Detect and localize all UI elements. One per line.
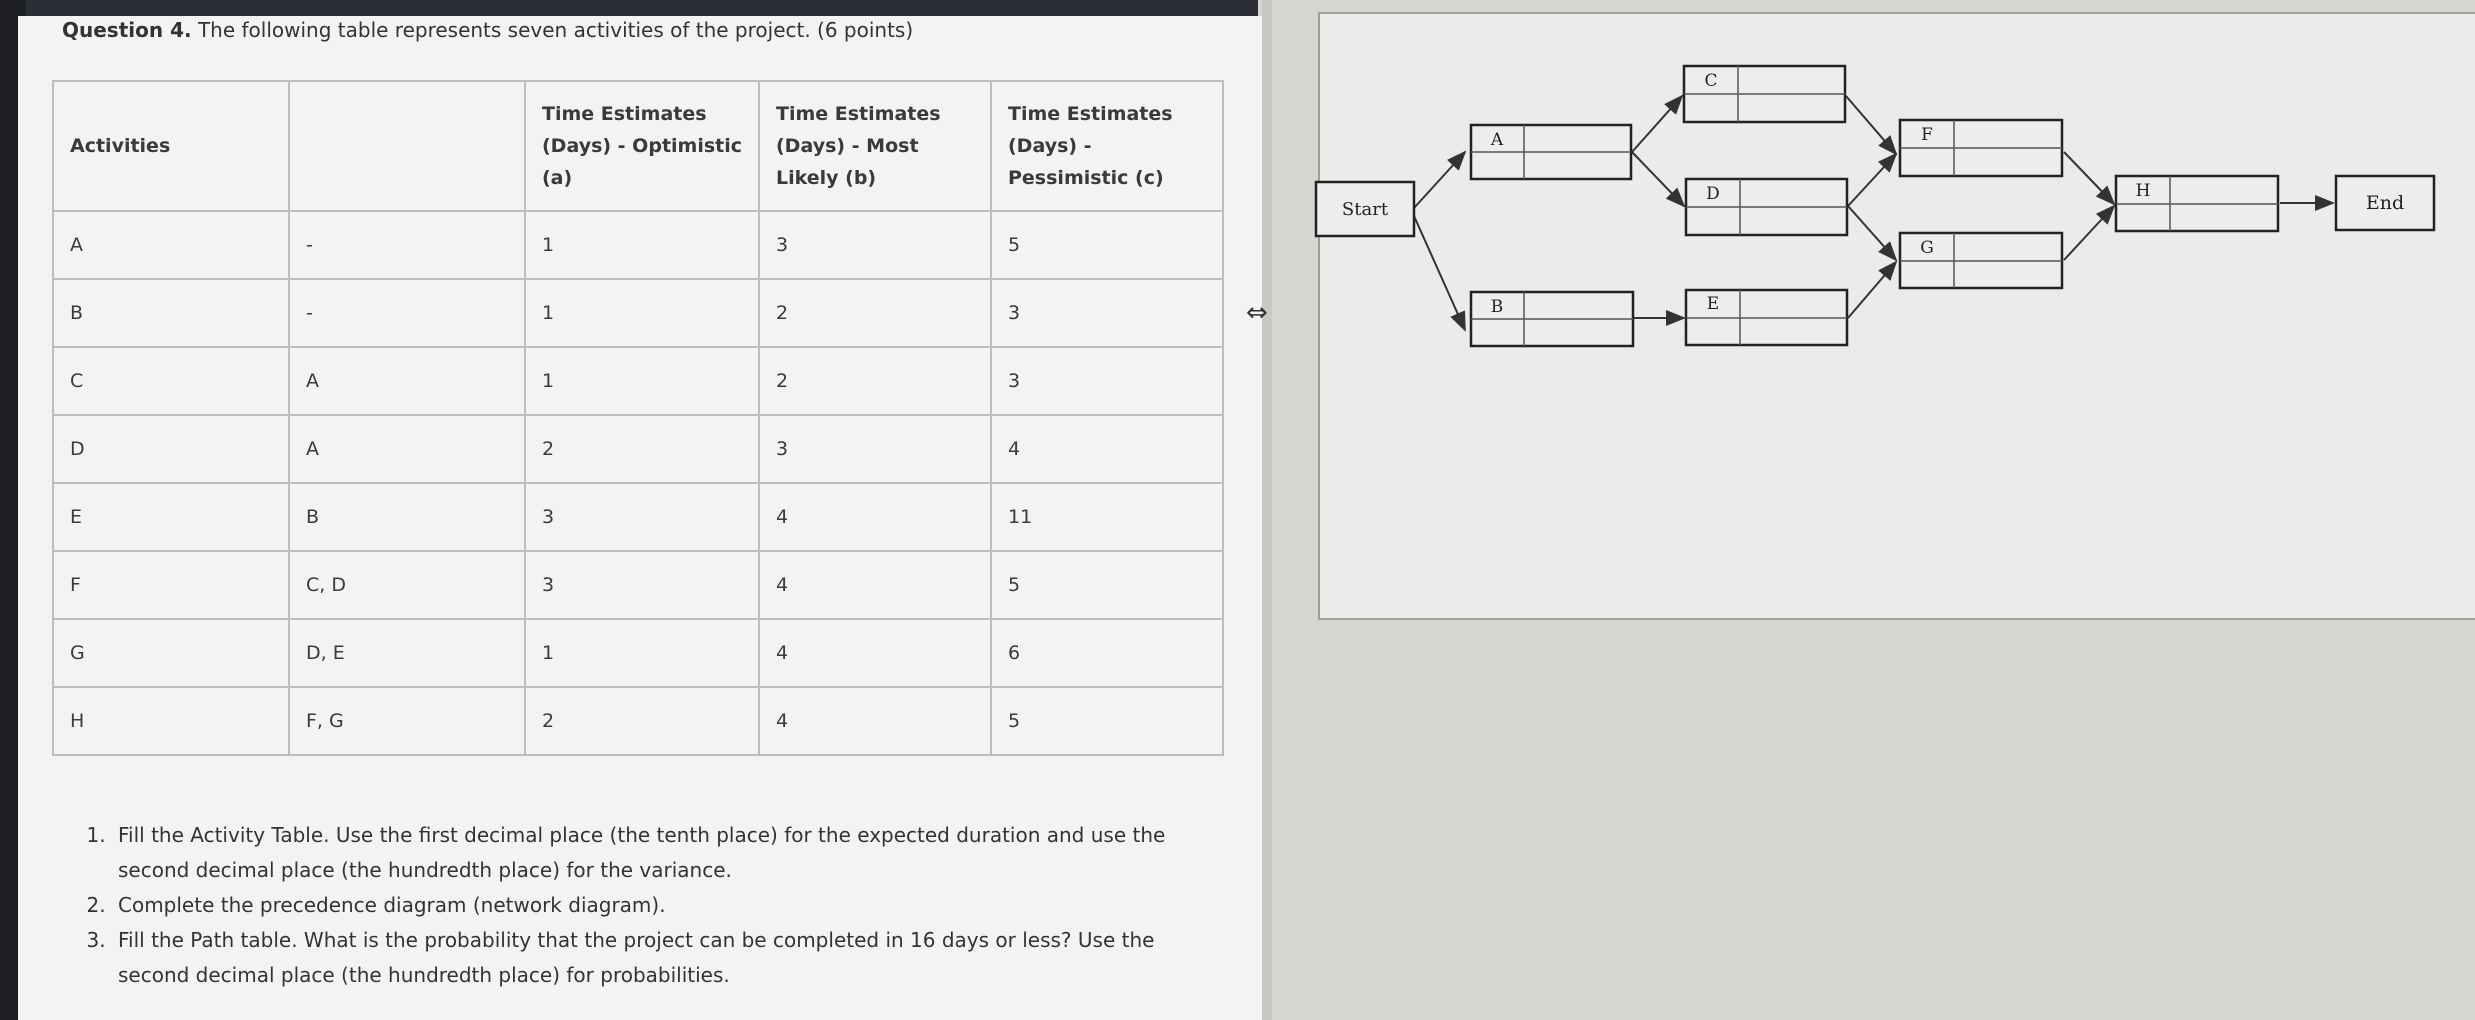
cell-activity: B [53, 279, 289, 347]
node-e [1686, 290, 1847, 345]
cell-pessimistic: 5 [991, 551, 1223, 619]
node-g-label: G [1920, 238, 1934, 258]
edge-d-f [1848, 154, 1896, 206]
cell-optimistic: 1 [525, 211, 759, 279]
list-item: 1. Fill the Activity Table. Use the first decimal place (the tenth place) for the expected duration and use the second decimal place (the hundredth place) for the variance. [112, 818, 1222, 888]
cell-predecessor: A [289, 347, 525, 415]
cell-most-likely: 3 [759, 211, 991, 279]
question-label: Question 4. [62, 18, 192, 42]
node-d [1686, 179, 1847, 235]
header-activities: Activities [53, 81, 289, 211]
cell-most-likely: 4 [759, 619, 991, 687]
cell-pessimistic: 3 [991, 347, 1223, 415]
node-e-label: E [1706, 294, 1720, 314]
node-b-label: B [1490, 297, 1504, 317]
edge-start-a [1414, 152, 1465, 208]
node-b [1471, 292, 1633, 346]
cell-most-likely: 2 [759, 347, 991, 415]
edge-a-d [1632, 152, 1684, 206]
cell-pessimistic: 3 [991, 279, 1223, 347]
cell-activity: G [53, 619, 289, 687]
cell-pessimistic: 5 [991, 211, 1223, 279]
node-f-label: F [1921, 125, 1933, 145]
edge-e-g [1848, 262, 1896, 318]
end-node-label: End [2365, 192, 2405, 214]
edge-d-g [1848, 206, 1896, 260]
node-a [1471, 125, 1631, 179]
edge-start-b [1414, 216, 1465, 330]
list-item: 3. Fill the Path table. What is the probability that the project can be completed in 16 days or less? Use the second decimal place (the hundredth place) for probabilities. [112, 923, 1222, 993]
cell-optimistic: 3 [525, 483, 759, 551]
cell-activity: A [53, 211, 289, 279]
cell-activity: C [53, 347, 289, 415]
cell-predecessor: A [289, 415, 525, 483]
node-h-label: H [2135, 181, 2151, 201]
cell-most-likely: 2 [759, 279, 991, 347]
cell-predecessor: B [289, 483, 525, 551]
cell-predecessor: - [289, 211, 525, 279]
cell-optimistic: 2 [525, 687, 759, 755]
node-f [1900, 120, 2062, 176]
cell-predecessor: F, G [289, 687, 525, 755]
cell-optimistic: 1 [525, 619, 759, 687]
cell-predecessor: - [289, 279, 525, 347]
start-node [1316, 182, 1414, 236]
cell-most-likely: 3 [759, 415, 991, 483]
question-text: The following table represents seven activities of the project. (6 points) [197, 18, 914, 42]
node-d-label: D [1706, 184, 1720, 204]
start-node-label: Start [1341, 199, 1389, 220]
cell-most-likely: 4 [759, 687, 991, 755]
cell-optimistic: 3 [525, 551, 759, 619]
cell-predecessor: D, E [289, 619, 525, 687]
cell-optimistic: 2 [525, 415, 759, 483]
node-h [2116, 176, 2278, 231]
node-a-label: A [1490, 130, 1504, 150]
edge-c-f [1846, 96, 1896, 154]
edge-f-h [2064, 152, 2114, 204]
cell-optimistic: 1 [525, 347, 759, 415]
node-c [1684, 66, 1845, 122]
cell-pessimistic: 4 [991, 415, 1223, 483]
cell-predecessor: C, D [289, 551, 525, 619]
header-optimistic: Time Estimates (Days) - Optimistic (a) [525, 81, 759, 211]
cell-pessimistic: 6 [991, 619, 1223, 687]
header-pessimistic: Time Estimates (Days) - Pessimistic (c) [991, 81, 1223, 211]
cell-pessimistic: 11 [991, 483, 1223, 551]
cell-most-likely: 4 [759, 551, 991, 619]
node-g [1900, 233, 2062, 288]
cell-most-likely: 4 [759, 483, 991, 551]
end-node [2336, 176, 2434, 230]
cell-activity: H [53, 687, 289, 755]
edge-a-c [1632, 96, 1682, 152]
cell-optimistic: 1 [525, 279, 759, 347]
edge-g-h [2064, 206, 2114, 260]
cell-activity: D [53, 415, 289, 483]
cell-activity: F [53, 551, 289, 619]
cell-pessimistic: 5 [991, 687, 1223, 755]
header-most-likely: Time Estimates (Days) - Most Likely (b) [759, 81, 991, 211]
resize-horizontal-icon[interactable]: ⇔ [1246, 298, 1268, 328]
node-c-label: C [1704, 71, 1718, 91]
list-item: 2. Complete the precedence diagram (network diagram). [112, 888, 1222, 923]
cell-activity: E [53, 483, 289, 551]
